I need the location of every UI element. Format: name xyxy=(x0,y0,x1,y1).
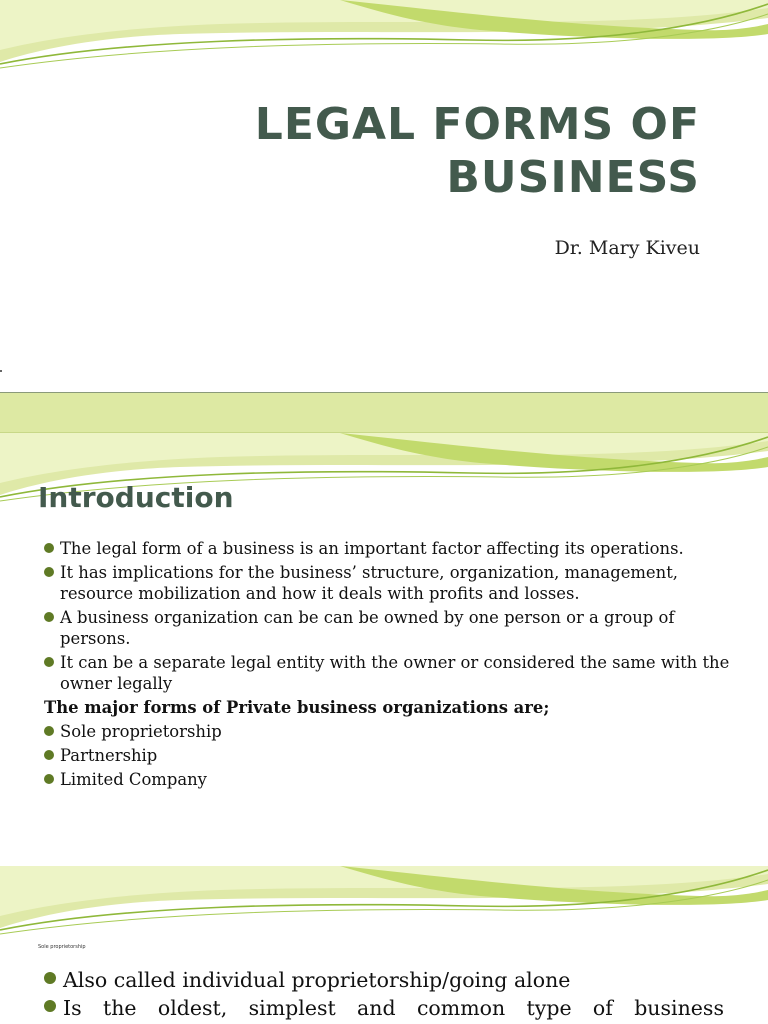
introduction-slide xyxy=(0,433,768,866)
bullet-icon xyxy=(44,567,54,577)
list-item-text: Partnership xyxy=(60,746,158,765)
author-name: Dr. Mary Kiveu xyxy=(554,237,700,259)
list-item-text: It can be a separate legal entity with the owner or considered the same with the owner legally xyxy=(60,653,730,693)
sole-proprietorship-bullet-list xyxy=(44,966,724,1022)
slide-separator xyxy=(0,392,768,433)
slide-heading: Sole proprietorship xyxy=(38,944,86,950)
word: of xyxy=(592,996,613,1020)
slide-heading: Introduction xyxy=(38,481,234,514)
slide-mark xyxy=(0,370,2,372)
list-item-text: The legal form of a business is an important factor affecting its operations. xyxy=(60,539,684,558)
list-item xyxy=(44,769,734,790)
list-item xyxy=(44,538,734,559)
title-line-2: BUSINESS xyxy=(446,152,700,203)
bullet-icon xyxy=(44,726,54,736)
forms-intro-text: The major forms of Private business organizations are; xyxy=(44,698,550,717)
word: oldest, xyxy=(157,996,228,1020)
title-slide xyxy=(0,0,768,392)
list-item-text: Sole proprietorship xyxy=(60,722,222,741)
word: common xyxy=(416,996,506,1020)
word: simplest xyxy=(248,996,336,1020)
header-wave-decoration xyxy=(0,0,768,70)
list-item xyxy=(44,966,724,994)
bullet-icon xyxy=(44,1000,56,1012)
header-wave-decoration xyxy=(0,866,768,936)
word: Is xyxy=(63,996,82,1020)
word: the xyxy=(102,996,137,1020)
word: and xyxy=(357,996,396,1020)
list-item xyxy=(44,745,734,766)
list-item-text: It has implications for the business’ structure, organization, management, resource mobilization and how it deals with profits and losses. xyxy=(60,563,678,603)
bullet-icon xyxy=(44,612,54,622)
list-item-text: Limited Company xyxy=(60,770,207,789)
list-item-text: Also called individual proprietorship/going alone xyxy=(63,968,571,992)
introduction-bullet-list xyxy=(44,538,734,793)
list-item-text xyxy=(63,994,724,1022)
list-item xyxy=(44,721,734,742)
title-line-1: LEGAL FORMS OF xyxy=(254,99,700,150)
bullet-icon xyxy=(44,972,56,984)
presentation-title xyxy=(255,98,700,204)
word: type xyxy=(526,996,572,1020)
list-item xyxy=(44,652,734,694)
list-item xyxy=(44,562,734,604)
list-item-text: A business organization can be can be owned by one person or a group of persons. xyxy=(60,608,675,648)
bullet-icon xyxy=(44,657,54,667)
sole-proprietorship-slide xyxy=(0,866,768,1024)
word: business xyxy=(634,996,724,1020)
bullet-icon xyxy=(44,774,54,784)
bullet-icon xyxy=(44,750,54,760)
list-item xyxy=(44,607,734,649)
bullet-icon xyxy=(44,543,54,553)
list-item xyxy=(44,994,724,1022)
